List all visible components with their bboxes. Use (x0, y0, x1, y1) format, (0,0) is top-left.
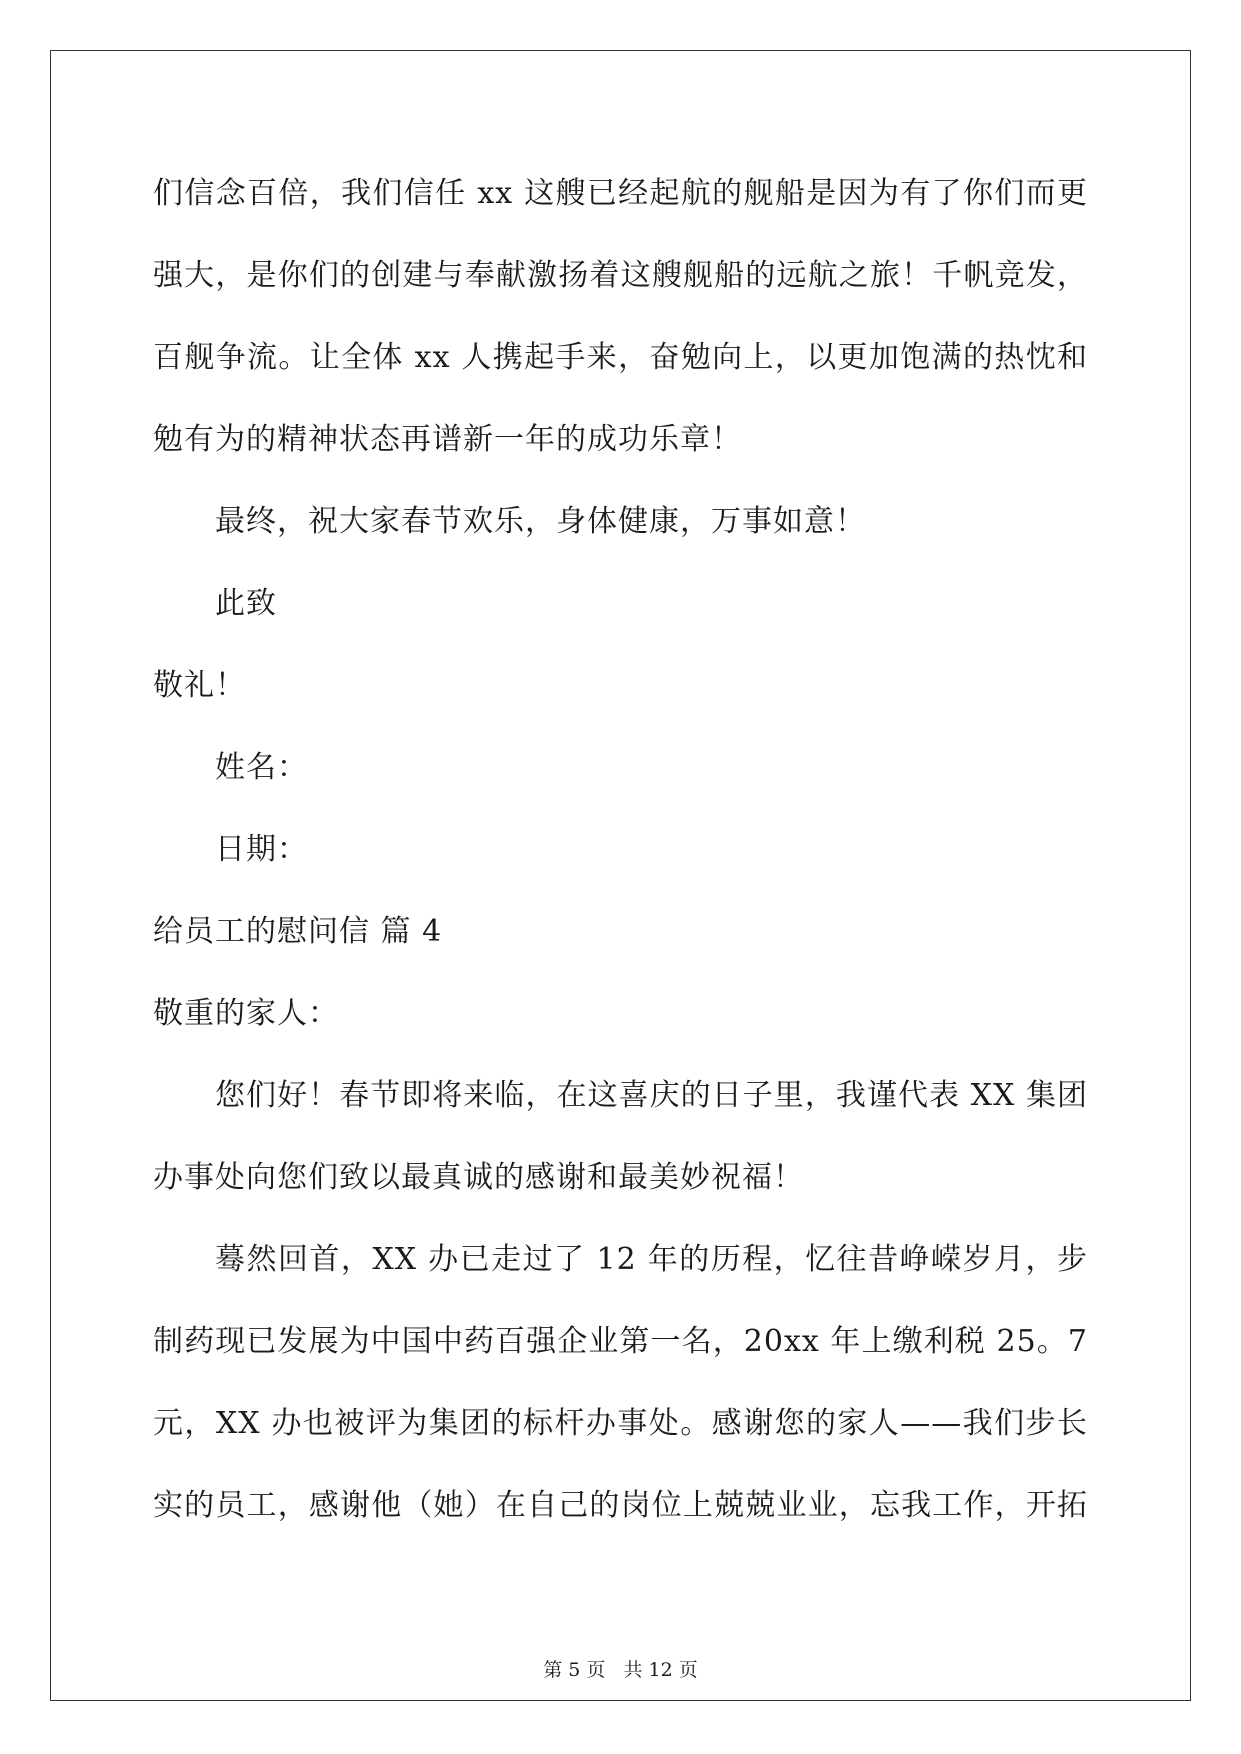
letter-greeting: 敬重的家人： (153, 996, 339, 1031)
text-line: 您们好！春节即将来临，在这喜庆的日子里，我谨代表 XX 集团 (215, 1078, 1088, 1113)
text-line: 元，XX 办也被评为集团的标杆办事处。感谢您的家人——我们步长 (153, 1406, 1088, 1441)
signature-name-label: 姓名： (215, 750, 308, 785)
salutation-jing-li: 敬礼！ (153, 668, 246, 703)
text-line: 强大，是你们的创建与奉献激扬着这艘舰船的远航之旅！千帆竞发， (153, 258, 1088, 293)
text-line: 办事处向您们致以最真诚的感谢和最美妙祝福！ (153, 1160, 804, 1195)
text-line: 们信念百倍，我们信任 xx 这艘已经起航的舰船是因为有了你们而更 (153, 176, 1088, 211)
text-line: 蓦然回首，XX 办已走过了 12 年的历程，忆往昔峥嵘岁月，步 (215, 1242, 1088, 1277)
text-line: 百舰争流。让全体 xx 人携起手来，奋勉向上，以更加饱满的热忱和 (153, 340, 1088, 375)
page-footer (0, 1655, 1241, 1682)
text-line: 实的员工，感谢他（她）在自己的岗位上兢兢业业，忘我工作，开拓 (153, 1488, 1088, 1523)
document-body (153, 160, 1088, 1554)
signature-date-label: 日期： (215, 832, 308, 867)
page-number: 第 5 页 (543, 1659, 606, 1681)
salutation-ci-zhi: 此致 (215, 586, 277, 621)
text-line: 制药现已发展为中国中药百强企业第一名，20xx 年上缴利税 25。7 (153, 1324, 1088, 1359)
page-total: 共 12 页 (623, 1659, 698, 1681)
text-line: 勉有为的精神状态再谱新一年的成功乐章！ (153, 422, 742, 457)
closing-wish: 最终，祝大家春节欢乐，身体健康，万事如意！ (215, 504, 866, 539)
section-title: 给员工的慰问信 篇 4 (153, 914, 443, 949)
